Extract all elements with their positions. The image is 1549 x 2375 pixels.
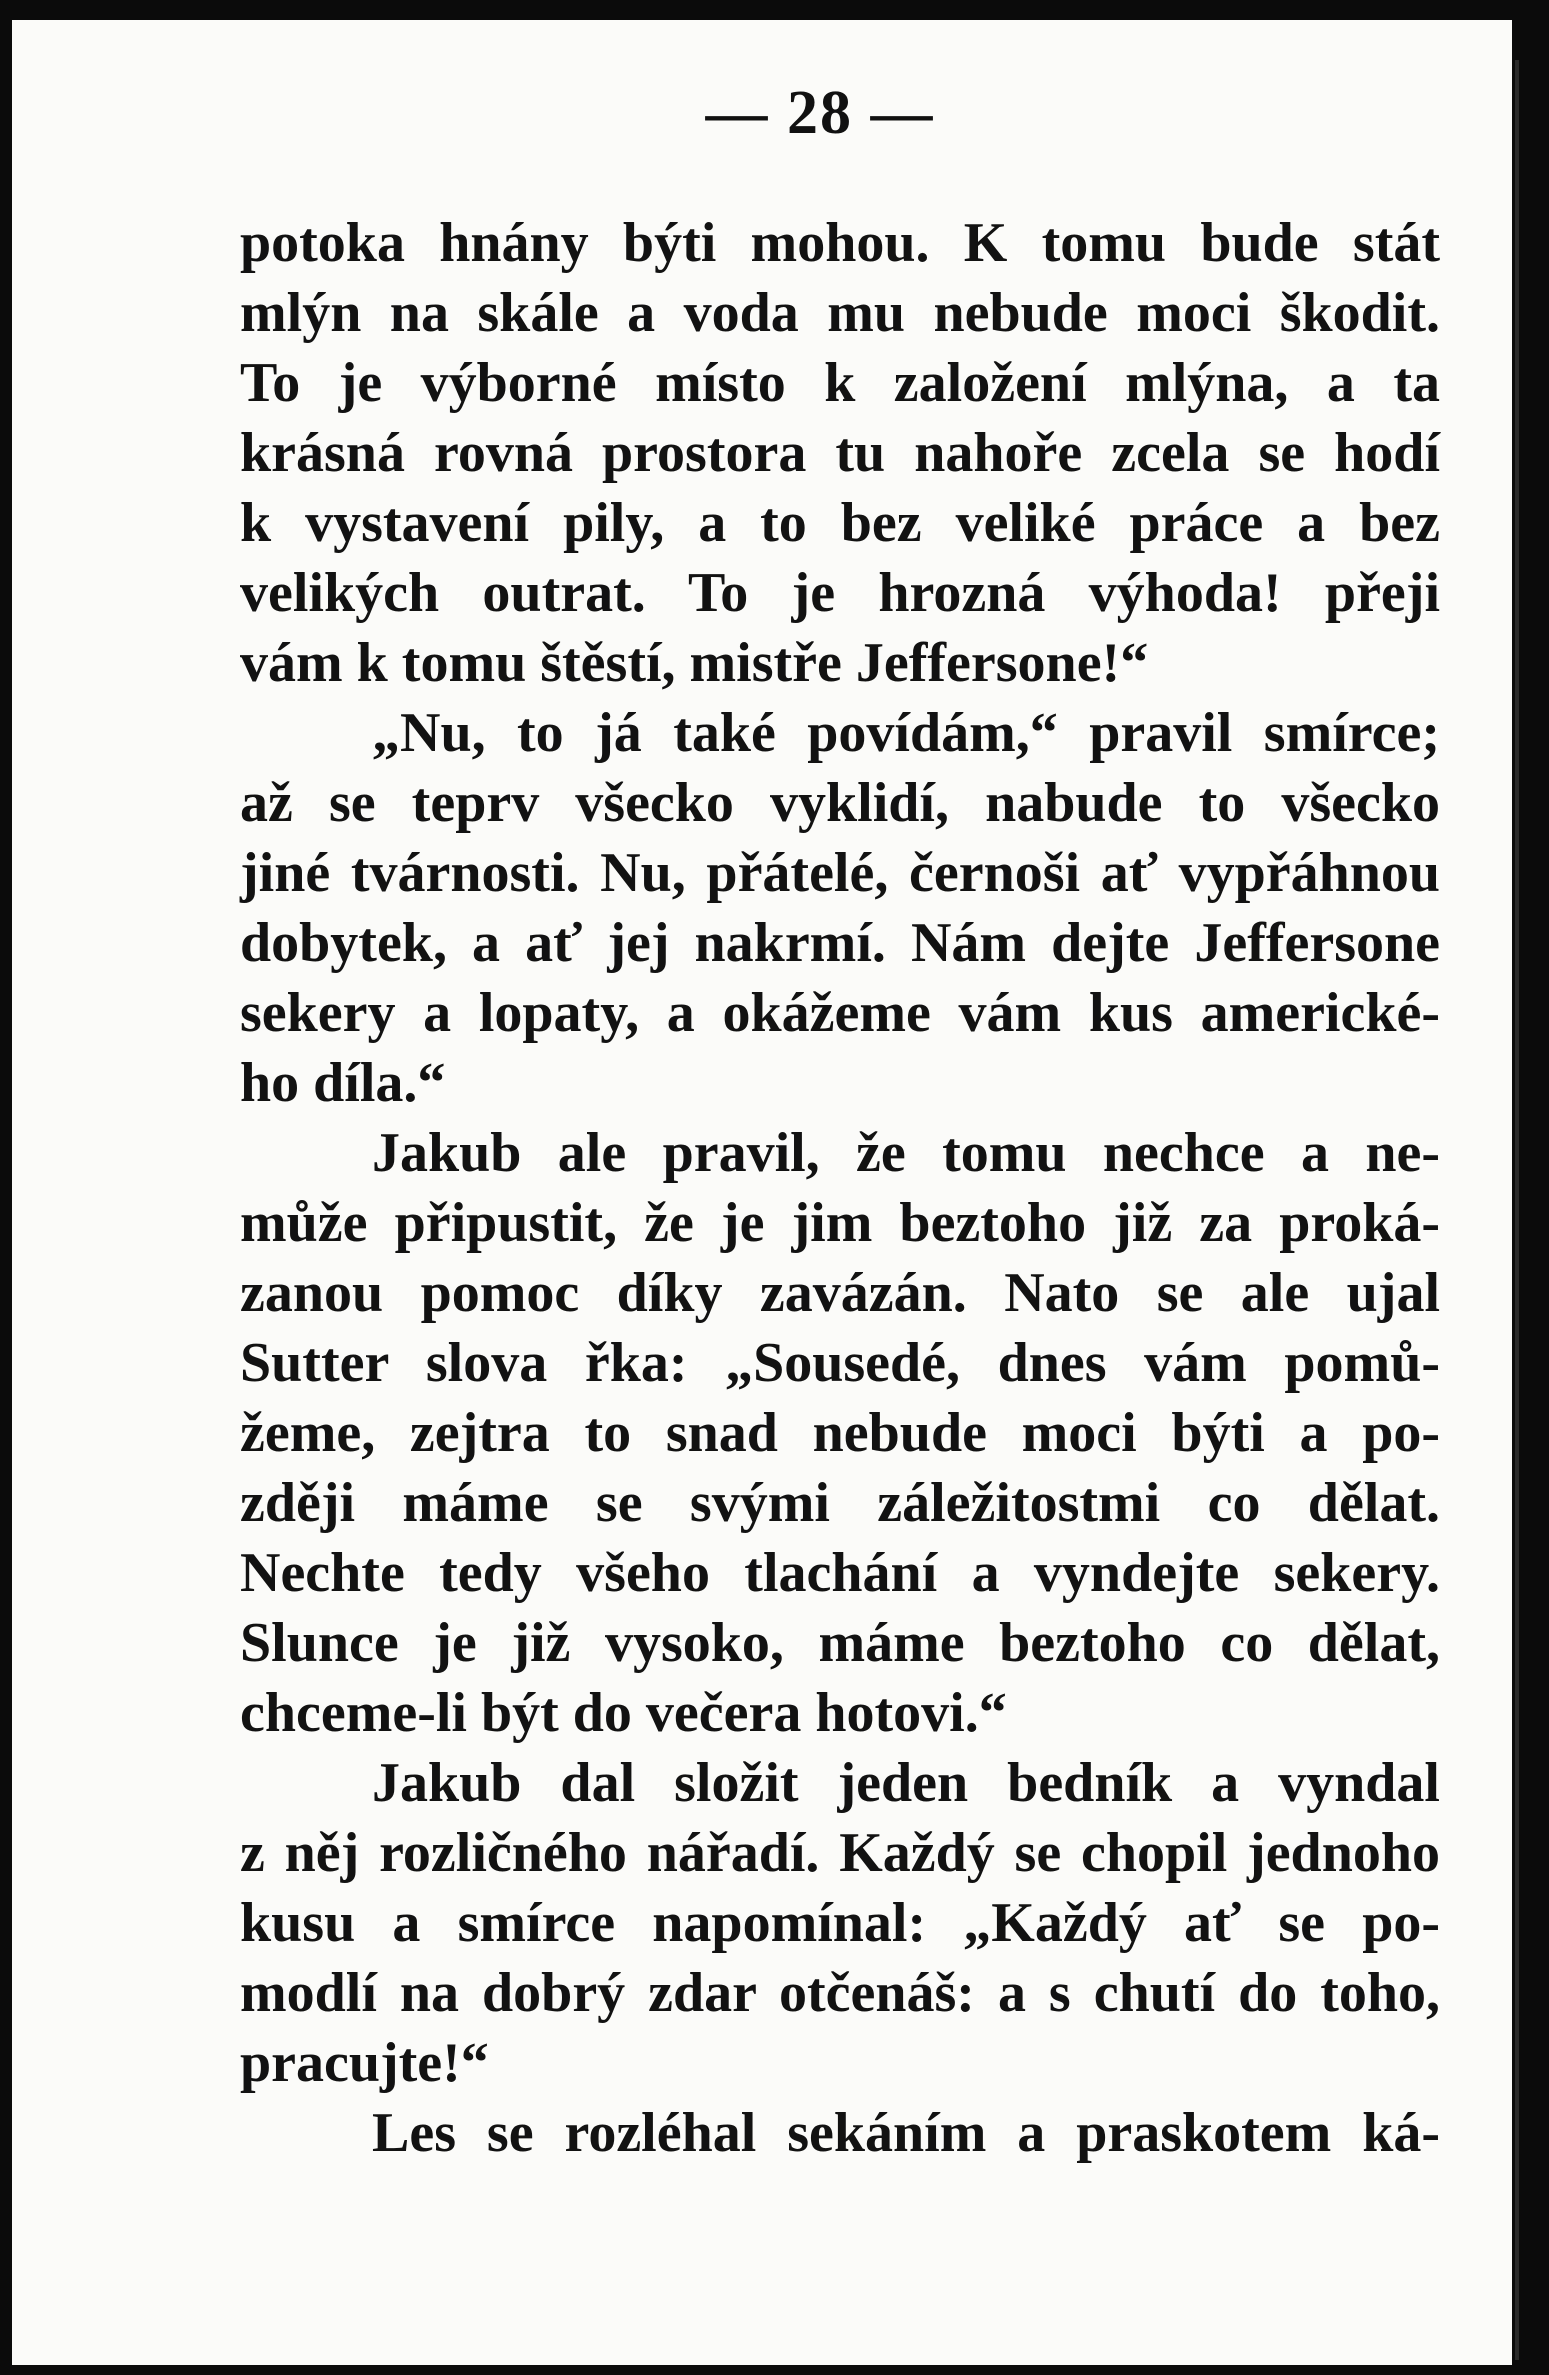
page-edge-rule (1515, 60, 1519, 2360)
text-line: jiné tvárnosti. Nu, přátelé, černoši ať vypřáhnou (240, 842, 1440, 904)
text-line: zději máme se svými záležitostmi co dělat. (240, 1472, 1440, 1534)
text-line: může připustit, že je jim beztoho již za proká- (240, 1192, 1440, 1254)
text-line: pracujte!“ (240, 2032, 489, 2094)
text-line: potoka hnány býti mohou. K tomu bude stát (240, 212, 1440, 274)
text-line: To je výborné místo k založení mlýna, a ta (240, 352, 1440, 414)
text-line: „Nu, to já také povídám,“ pravil smírce; (372, 702, 1440, 764)
text-line: Jakub ale pravil, že tomu nechce a ne- (372, 1122, 1440, 1184)
text-line: ho díla.“ (240, 1052, 446, 1114)
text-line: dobytek, a ať jej nakrmí. Nám dejte Jeffersone (240, 912, 1440, 974)
text-line: Slunce je již vysoko, máme beztoho co dělat, (240, 1612, 1440, 1674)
text-line: Nechte tedy všeho tlachání a vyndejte sekery. (240, 1542, 1440, 1604)
body-text (240, 208, 1440, 2168)
text-line: velikých outrat. To je hrozná výhoda! přeji (240, 562, 1440, 624)
text-line: krásná rovná prostora tu nahoře zcela se hodí (240, 422, 1440, 484)
text-line: z něj rozličného nářadí. Každý se chopil jednoho (240, 1822, 1440, 1884)
text-line: Les se rozléhal sekáním a praskotem ká- (372, 2102, 1440, 2164)
text-line: Jakub dal složit jeden bedník a vyndal (372, 1752, 1440, 1814)
text-line: kusu a smírce napomínal: „Každý ať se po- (240, 1892, 1440, 1954)
text-line: vám k tomu štěstí, mistře Jeffersone!“ (240, 632, 1149, 694)
text-line: mlýn na skále a voda mu nebude moci škodit. (240, 282, 1440, 344)
text-line: zanou pomoc díky zavázán. Nato se ale ujal (240, 1262, 1440, 1324)
text-line: chceme-li být do večera hotovi.“ (240, 1682, 1007, 1744)
text-line: sekery a lopaty, a okážeme vám kus americké- (240, 982, 1440, 1044)
text-line: modlí na dobrý zdar otčenáš: a s chutí do toho, (240, 1962, 1440, 2024)
text-line: k vystavení pily, a to bez veliké práce a bez (240, 492, 1440, 554)
page-number: — 28 — (705, 79, 935, 147)
text-line: žeme, zejtra to snad nebude moci býti a po- (240, 1402, 1440, 1464)
text-line: až se teprv všecko vyklidí, nabude to všecko (240, 772, 1440, 834)
text-line: Sutter slova řka: „Sousedé, dnes vám pomů- (240, 1332, 1440, 1394)
